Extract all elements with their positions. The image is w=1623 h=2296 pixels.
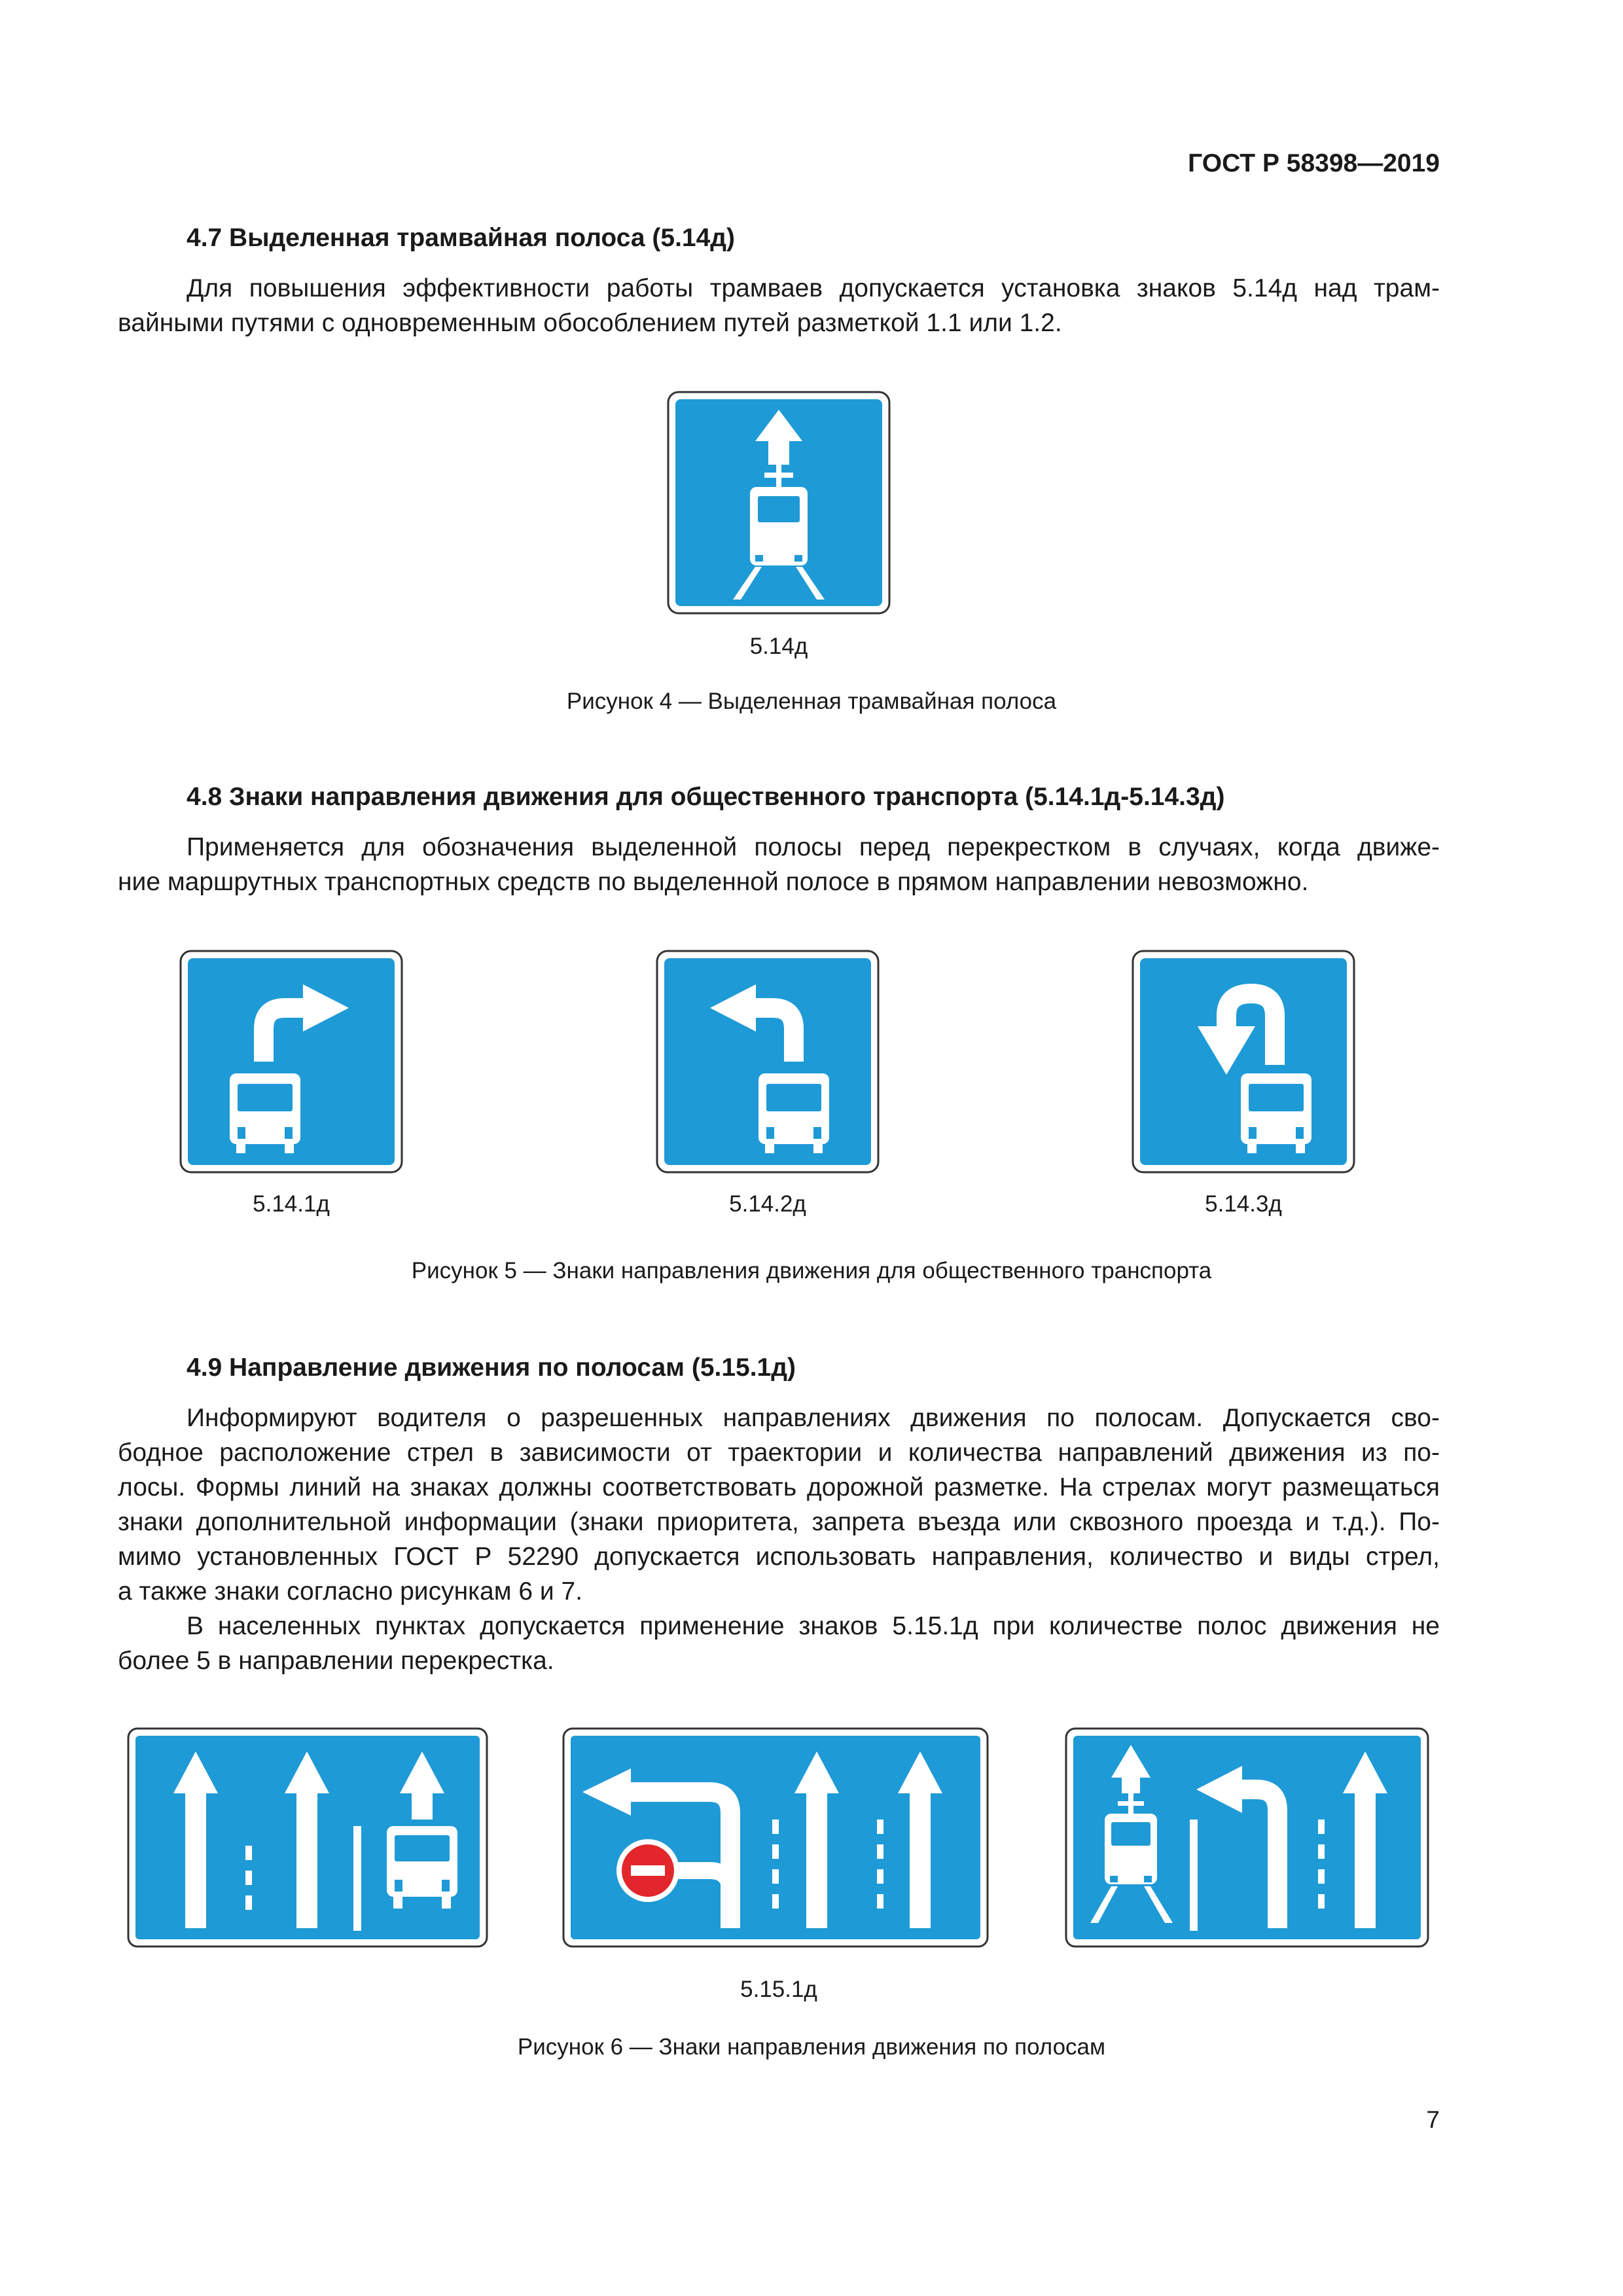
document-code: ГОСТ Р 58398—2019 <box>1188 149 1440 177</box>
sign-label: 5.14д <box>749 634 808 659</box>
sign-5-15-1d-tram-left-straight <box>1065 1728 1429 1947</box>
sign-label: 5.14.2д <box>729 1191 806 1217</box>
sign-label: 5.15.1д <box>740 1977 817 2002</box>
section-4-9-paragraph-1 <box>118 1401 1440 1678</box>
sign-label: 5.14.1д <box>253 1191 330 1217</box>
sign-5-14-2d <box>656 950 879 1173</box>
paragraph-line: бодное расположение стрел в зависимости от траектории и количества направлений движения из по- <box>118 1439 1440 1467</box>
sign-5-15-1d-lanes-bus <box>128 1728 488 1947</box>
figure-6-caption: Рисунок 6 — Знаки направления движения по полосам <box>517 2034 1106 2060</box>
section-4-7-title: 4.7 Выделенная трамвайная полоса (5.14д) <box>187 224 736 252</box>
figure-4-caption: Рисунок 4 — Выделенная трамвайная полоса <box>566 689 1057 714</box>
paragraph-line: Для повышения эффективности работы трамваев допускается установка знаков 5.14д над трам- <box>187 274 1440 302</box>
paragraph-line: лосы. Формы линий на знаках должны соответствовать дорожной разметке. На стрелах могут размещаться <box>118 1473 1440 1501</box>
paragraph-line: более 5 в направлении перекрестка. <box>118 1647 554 1675</box>
sign-5-14-1d <box>180 950 402 1173</box>
sign-5-14d <box>668 391 890 614</box>
section-4-8-title: 4.8 Знаки направления движения для общественного транспорта (5.14.1д-5.14.3д) <box>187 783 1225 811</box>
section-4-8-paragraph <box>118 830 1440 899</box>
paragraph-line: В населенных пунктах допускается применение знаков 5.15.1д при количестве полос движения не <box>187 1612 1440 1640</box>
section-4-7-paragraph <box>118 271 1440 340</box>
page-number: 7 <box>1426 2106 1440 2133</box>
paragraph-line: ние маршрутных транспортных средств по выделенной полосе в прямом направлении невозможно. <box>118 868 1309 896</box>
sign-5-14-3d <box>1132 950 1355 1173</box>
paragraph-line: Применяется для обозначения выделенной полосы перед перекрестком в случаях, когда движе- <box>187 833 1440 861</box>
section-4-9-title: 4.9 Направление движения по полосам (5.15.1д) <box>187 1354 796 1382</box>
sign-5-15-1d-left-turn-no-entry <box>563 1728 988 1947</box>
paragraph-line: Информируют водителя о разрешенных направлениях движения по полосам. Допускается сво- <box>187 1404 1440 1432</box>
paragraph-line: мимо установленных ГОСТ Р 52290 допускается использовать направления, количество и виды стрел, <box>118 1543 1440 1571</box>
sign-label: 5.14.3д <box>1205 1191 1282 1217</box>
figure-5-caption: Рисунок 5 — Знаки направления движения для общественного транспорта <box>411 1258 1212 1283</box>
paragraph-line: знаки дополнительной информации (знаки приоритета, запрета въезда или сквозного проезда и т.д.). По- <box>118 1508 1440 1536</box>
paragraph-line: вайными путями с одновременным обособлением путей разметкой 1.1 или 1.2. <box>118 309 1062 337</box>
paragraph-line: а также знаки согласно рисункам 6 и 7. <box>118 1577 583 1605</box>
